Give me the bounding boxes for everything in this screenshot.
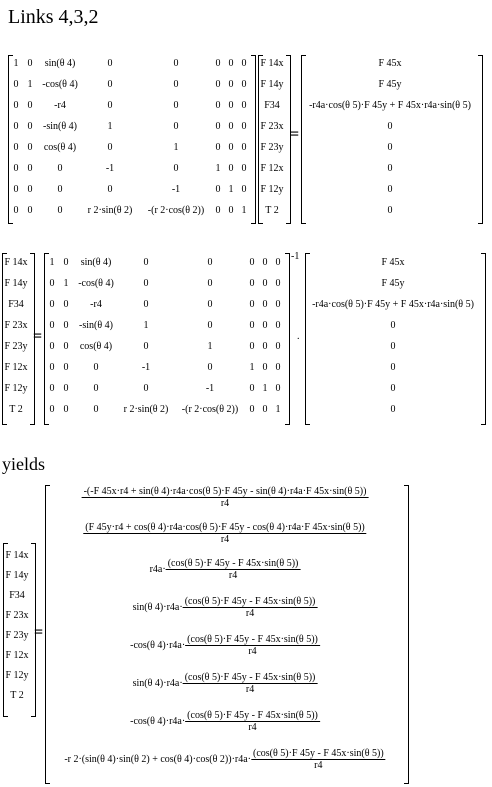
solution-numerator: (cos(θ 5)·F 45y - F 45x·sin(θ 5)): [167, 558, 299, 569]
matrix-cell: 0: [173, 163, 179, 174]
solution-entry: [82, 486, 369, 509]
matrix-cell: 0: [49, 341, 55, 352]
unknown-entry: F34: [9, 590, 25, 601]
solution-prefix: r4a·: [149, 564, 166, 575]
matrix-cell: 0: [27, 163, 33, 174]
yields-label: yields: [2, 454, 45, 474]
matrix-cell: 0: [215, 184, 221, 195]
matrix-cell: 1: [228, 184, 234, 195]
matrix-cell: 0: [107, 79, 113, 90]
matrix-cell: 0: [49, 320, 55, 331]
matrix-cell: 1: [49, 257, 55, 268]
matrix-cell: 0: [275, 299, 281, 310]
solution-denominator: r4: [185, 645, 320, 657]
matrix-cell: 0: [249, 257, 255, 268]
unknown-entry: F 14y: [4, 278, 28, 289]
matrix-cell: 0: [63, 362, 69, 373]
matrix-cell: 1: [13, 58, 19, 69]
matrix-cell: -cos(θ 4): [78, 278, 114, 289]
matrix-cell: sin(θ 4): [80, 257, 112, 268]
matrix-cell: 0: [275, 278, 281, 289]
solution-prefix: sin(θ 4)·r4a·: [132, 602, 183, 613]
unknown-entry: F 12x: [260, 163, 284, 174]
rhs-right-bracket: [478, 55, 483, 224]
matrix-cell: 0: [275, 257, 281, 268]
matrix-cell: 0: [143, 341, 149, 352]
matrix-cell: 0: [241, 163, 247, 174]
matrix-right-bracket: [285, 253, 290, 425]
matrix-cell: 0: [107, 100, 113, 111]
rhs-entry: F 45x: [381, 257, 405, 268]
unknown-entry: F 14x: [4, 257, 28, 268]
rhs-entry: 0: [387, 121, 393, 132]
matrix-cell: 0: [143, 278, 149, 289]
multiply-dot: .: [297, 331, 300, 342]
matrix-cell: 1: [207, 341, 213, 352]
matrix-cell: 0: [207, 257, 213, 268]
rhs-entry: F 45y: [378, 79, 402, 90]
rhs-entry: -r4a·cos(θ 5)·F 45y + F 45x·r4a·sin(θ 5): [312, 299, 474, 310]
solution-fraction: [183, 672, 318, 695]
matrix-cell: 0: [241, 100, 247, 111]
matrix-cell: 0: [63, 404, 69, 415]
matrix-cell: 0: [27, 184, 33, 195]
matrix-cell: 0: [228, 205, 234, 216]
matrix-cell: 0: [249, 278, 255, 289]
unknown-entry: F 12x: [4, 362, 28, 373]
matrix-cell: -sin(θ 4): [79, 320, 113, 331]
matrix-cell: -1: [105, 163, 115, 174]
solution-denominator: r4: [83, 533, 366, 545]
matrix-cell: 0: [173, 79, 179, 90]
unknown-entry: F 14x: [260, 58, 284, 69]
matrix-cell: 0: [215, 100, 221, 111]
rhs-entry: 0: [387, 142, 393, 153]
matrix-cell: 1: [262, 383, 268, 394]
matrix-cell: 1: [275, 404, 281, 415]
rhs-entry: 0: [390, 341, 396, 352]
matrix-cell: 0: [262, 320, 268, 331]
matrix-cell: 0: [207, 299, 213, 310]
rhs-entry: 0: [387, 205, 393, 216]
matrix-cell: 0: [93, 383, 99, 394]
rhs-entry: F 45y: [381, 278, 405, 289]
matrix-cell: 0: [107, 58, 113, 69]
equals-sign: =: [33, 328, 43, 345]
matrix-cell: 1: [241, 205, 247, 216]
matrix-cell: 1: [107, 121, 113, 132]
matrix-cell: 0: [228, 100, 234, 111]
matrix-cell: 0: [63, 320, 69, 331]
matrix-cell: 0: [49, 404, 55, 415]
matrix-cell: 0: [173, 121, 179, 132]
matrix-cell: 0: [275, 362, 281, 373]
matrix-cell: 0: [207, 278, 213, 289]
matrix-cell: 0: [241, 58, 247, 69]
matrix-cell: 0: [63, 257, 69, 268]
rhs-entry: 0: [390, 362, 396, 373]
solution-fraction: [82, 486, 369, 509]
matrix-cell: 0: [275, 320, 281, 331]
solution-fraction: [185, 634, 320, 657]
matrix-cell: 0: [93, 404, 99, 415]
matrix-left-bracket: [8, 55, 13, 224]
matrix-cell: -1: [171, 184, 181, 195]
solution-fraction: [183, 596, 318, 619]
matrix-cell: 0: [228, 163, 234, 174]
matrix-cell: 0: [63, 383, 69, 394]
matrix-cell: 0: [241, 184, 247, 195]
matrix-cell: 0: [63, 299, 69, 310]
solution-entry: [130, 710, 320, 733]
unknown-entry: T 2: [265, 205, 279, 216]
solution-numerator: (cos(θ 5)·F 45y - F 45x·sin(θ 5)): [184, 596, 316, 607]
matrix-cell: -r4: [54, 100, 66, 111]
matrix-cell: 0: [262, 362, 268, 373]
solution-numerator: (cos(θ 5)·F 45y - F 45x·sin(θ 5)): [184, 672, 316, 683]
matrix-cell: 0: [228, 121, 234, 132]
matrix-right-bracket: [251, 55, 256, 224]
solution-fraction: [166, 558, 301, 581]
solution-denominator: r4: [251, 759, 386, 771]
solution-denominator: r4: [183, 607, 318, 619]
unknown-entry: T 2: [9, 404, 23, 415]
matrix-cell: 0: [173, 58, 179, 69]
matrix-cell: 0: [107, 184, 113, 195]
solution-denominator: r4: [183, 683, 318, 695]
matrix-left-bracket: [44, 253, 49, 425]
matrix-cell: 0: [27, 58, 33, 69]
solution-prefix: -cos(θ 4)·r4a·: [130, 640, 186, 651]
solution-fraction: [185, 710, 320, 733]
unknown-entry: F 14y: [260, 79, 284, 90]
equals-sign: =: [34, 624, 44, 641]
matrix-cell: 0: [57, 184, 63, 195]
solution-numerator: (cos(θ 5)·F 45y - F 45x·sin(θ 5)): [187, 634, 318, 645]
solution-denominator: r4: [166, 569, 301, 581]
rhs-entry: -r4a·cos(θ 5)·F 45y + F 45x·r4a·sin(θ 5): [309, 100, 471, 111]
matrix-cell: 0: [27, 205, 33, 216]
matrix-cell: 0: [262, 404, 268, 415]
matrix-cell: 0: [262, 299, 268, 310]
matrix-cell: cos(θ 4): [79, 341, 113, 352]
unknown-entry: F 12y: [5, 670, 29, 681]
matrix-cell: 0: [249, 341, 255, 352]
solution-entry: [64, 748, 385, 771]
matrix-cell: 0: [49, 299, 55, 310]
matrix-cell: 0: [27, 121, 33, 132]
solution-vector-left-bracket: [45, 485, 50, 784]
unknown-entry: T 2: [10, 690, 24, 701]
solution-entry: [133, 596, 318, 619]
solution-entry: [133, 672, 318, 695]
solution-prefix: -cos(θ 4)·r4a·: [130, 716, 186, 727]
rhs-entry: 0: [390, 404, 396, 415]
matrix-cell: 0: [249, 404, 255, 415]
matrix-cell: 0: [215, 58, 221, 69]
matrix-cell: 1: [143, 320, 149, 331]
equals-sign: =: [290, 126, 300, 143]
matrix-cell: 0: [13, 184, 19, 195]
unknown-entry: F34: [8, 299, 24, 310]
matrix-cell: 0: [228, 142, 234, 153]
solution-prefix: -r 2·(sin(θ 4)·sin(θ 2) + cos(θ 4)·cos(θ 2))·r4a·: [64, 754, 251, 765]
solution-numerator: (F 45y·r4 + cos(θ 4)·r4a·cos(θ 5)·F 45y - cos(θ 4)·r4a·F 45x·sin(θ 5)): [85, 522, 365, 533]
matrix-cell: 0: [173, 100, 179, 111]
matrix-cell: 0: [13, 163, 19, 174]
rhs-right-bracket: [481, 253, 486, 425]
unknown-entry: F 12x: [5, 650, 29, 661]
rhs-entry: 0: [390, 383, 396, 394]
unknown-entry: F 12y: [4, 383, 28, 394]
matrix-cell: 0: [63, 341, 69, 352]
unknown-entry: F 23x: [260, 121, 284, 132]
matrix-cell: 0: [249, 383, 255, 394]
matrix-cell: 0: [228, 79, 234, 90]
matrix-cell: 0: [207, 320, 213, 331]
solution-fraction: [251, 748, 386, 771]
matrix-cell: 0: [215, 121, 221, 132]
matrix-cell: 0: [215, 205, 221, 216]
matrix-cell: 0: [262, 341, 268, 352]
matrix-cell: -cos(θ 4): [42, 79, 78, 90]
solution-numerator: -(-F 45x·r4 + sin(θ 4)·r4a·cos(θ 5)·F 45y - sin(θ 4)·r4a·F 45x·sin(θ 5)): [83, 486, 367, 497]
matrix-cell: 0: [215, 142, 221, 153]
matrix-cell: 0: [57, 205, 63, 216]
matrix-cell: 0: [13, 205, 19, 216]
solution-denominator: r4: [185, 721, 320, 733]
matrix-cell: 0: [13, 79, 19, 90]
matrix-cell: 0: [49, 383, 55, 394]
solution-vector-right-bracket: [404, 485, 409, 784]
matrix-cell: sin(θ 4): [44, 58, 76, 69]
unknown-entry: F 23x: [4, 320, 28, 331]
solution-entry: [130, 634, 320, 657]
matrix-cell: 1: [249, 362, 255, 373]
matrix-cell: -(r 2·cos(θ 2)): [147, 205, 205, 216]
matrix-cell: 0: [215, 79, 221, 90]
matrix-cell: r 2·sin(θ 2): [87, 205, 133, 216]
rhs-entry: 0: [387, 184, 393, 195]
matrix-cell: 0: [57, 163, 63, 174]
matrix-cell: 0: [143, 257, 149, 268]
matrix-cell: -r4: [90, 299, 102, 310]
matrix-cell: -1: [141, 362, 151, 373]
matrix-cell: -1: [205, 383, 215, 394]
matrix-cell: 0: [241, 142, 247, 153]
matrix-cell: cos(θ 4): [43, 142, 77, 153]
unknown-entry: F 12y: [260, 184, 284, 195]
matrix-cell: r 2·sin(θ 2): [123, 404, 169, 415]
matrix-cell: 0: [27, 100, 33, 111]
rhs-left-bracket: [301, 55, 306, 224]
matrix-cell: 0: [262, 257, 268, 268]
matrix-cell: 0: [143, 299, 149, 310]
rhs-entry: 0: [390, 320, 396, 331]
matrix-cell: 1: [173, 142, 179, 153]
matrix-cell: 0: [143, 383, 149, 394]
matrix-cell: 0: [249, 299, 255, 310]
matrix-cell: 0: [13, 142, 19, 153]
solution-entry: [83, 522, 366, 545]
solution-numerator: (cos(θ 5)·F 45y - F 45x·sin(θ 5)): [253, 748, 384, 759]
matrix-cell: 0: [275, 341, 281, 352]
solution-denominator: r4: [82, 497, 369, 509]
matrix-cell: 0: [27, 142, 33, 153]
matrix-cell: 1: [27, 79, 33, 90]
page-title: Links 4,3,2: [8, 6, 99, 28]
matrix-cell: 0: [241, 79, 247, 90]
matrix-cell: 0: [49, 362, 55, 373]
matrix-cell: 0: [93, 362, 99, 373]
matrix-cell: 0: [49, 278, 55, 289]
rhs-left-bracket: [305, 253, 310, 425]
unknown-entry: F 23y: [4, 341, 28, 352]
unknown-entry: F 23y: [260, 142, 284, 153]
rhs-entry: 0: [387, 163, 393, 174]
unknown-entry: F 23y: [5, 630, 29, 641]
solution-prefix: sin(θ 4)·r4a·: [132, 678, 183, 689]
inverse-exponent: -1: [291, 251, 300, 262]
matrix-cell: -(r 2·cos(θ 2)): [181, 404, 239, 415]
matrix-cell: 0: [228, 58, 234, 69]
rhs-entry: F 45x: [378, 58, 402, 69]
matrix-cell: 0: [207, 362, 213, 373]
matrix-cell: 0: [107, 142, 113, 153]
matrix-cell: 0: [241, 121, 247, 132]
unknown-entry: F 14y: [5, 570, 29, 581]
unknown-entry: F 23x: [5, 610, 29, 621]
matrix-cell: 1: [215, 163, 221, 174]
unknown-entry: F 14x: [5, 550, 29, 561]
matrix-cell: 0: [249, 320, 255, 331]
solution-entry: [150, 558, 301, 581]
matrix-cell: 0: [275, 383, 281, 394]
unknown-entry: F34: [264, 100, 280, 111]
matrix-cell: 1: [63, 278, 69, 289]
matrix-cell: 0: [13, 121, 19, 132]
matrix-cell: -sin(θ 4): [43, 121, 77, 132]
matrix-cell: 0: [13, 100, 19, 111]
solution-numerator: (cos(θ 5)·F 45y - F 45x·sin(θ 5)): [187, 710, 318, 721]
matrix-cell: 0: [262, 278, 268, 289]
solution-fraction: [83, 522, 366, 545]
